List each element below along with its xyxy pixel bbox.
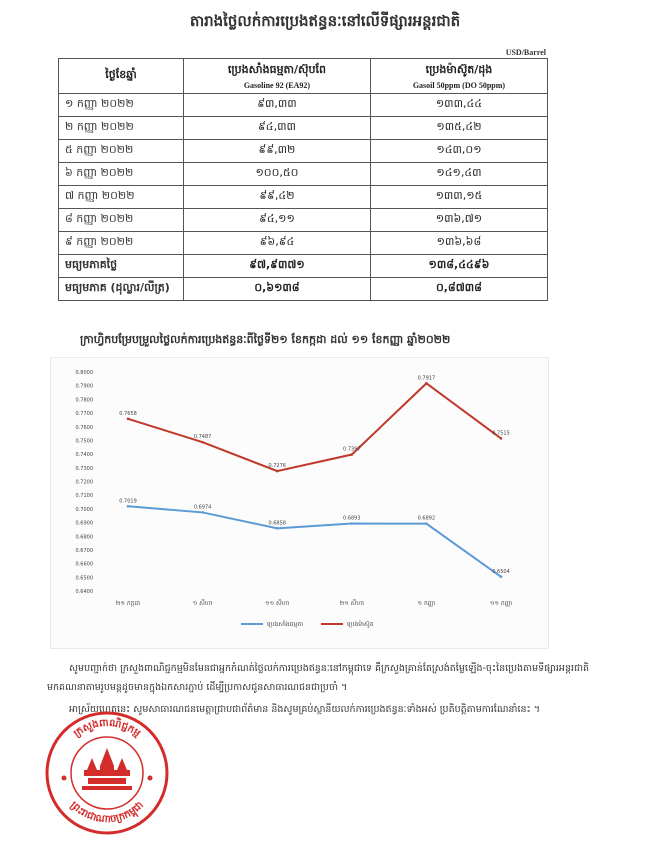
- x-tick-label: ២១ កក្កដា: [115, 600, 141, 607]
- row-gasoline: ៩៤,៣៣: [184, 117, 371, 140]
- row-diesel: ១៤៣,០១: [370, 140, 547, 163]
- table-row: [59, 117, 548, 140]
- data-point: [351, 453, 354, 456]
- table-row: [59, 140, 548, 163]
- y-tick-label: 0.7900: [75, 383, 93, 390]
- series-line-1: [128, 383, 501, 471]
- chart-title: ក្រាហ្វិកបម្រែបម្រួលថ្លៃលក់ការប្រេងឥន្ធនៈពីថ្ងៃទី២១ ខែកក្កដា ដល់ ១១ ខែកញ្ញា ឆ្នាំ២០២២: [80, 333, 451, 346]
- per-litre-gasoline: ០,៦១៣៨: [184, 278, 371, 301]
- row-date: ៦ កញ្ញា ២០២២: [59, 163, 184, 186]
- average-diesel: ១៣៨,៤៤៩៦: [370, 255, 547, 278]
- y-tick-label: 0.7000: [75, 506, 93, 513]
- row-date: ១ កញ្ញា ២០២២: [59, 94, 184, 117]
- data-label: 0.7019: [119, 498, 137, 505]
- average-row: [59, 255, 548, 278]
- data-label: 0.7515: [492, 430, 510, 437]
- y-tick-label: 0.7300: [75, 465, 93, 472]
- row-diesel: ១៤១,៤៣: [370, 163, 547, 186]
- data-point: [276, 470, 279, 473]
- y-tick-label: 0.7600: [75, 424, 93, 431]
- data-point: [127, 418, 130, 421]
- data-label: 0.7276: [268, 463, 286, 470]
- row-gasoline: ៩៩,៣២: [184, 140, 371, 163]
- ministry-seal: [42, 708, 172, 838]
- unit-label: USD/Barrel: [505, 48, 546, 57]
- angkor-temple-icon: [82, 748, 132, 790]
- seal-top-text: ក្រសួងពាណិជ្ជកម្ម: [71, 717, 143, 740]
- x-tick-label: ១១ សីហា: [265, 600, 290, 607]
- data-label: 0.6892: [417, 515, 436, 522]
- per-litre-diesel: ០,៨៧៣៨: [370, 278, 547, 301]
- data-point: [127, 505, 130, 508]
- per-litre-label: មធ្យមភាគ (ដុល្លារ/លីត្រ): [59, 278, 184, 301]
- page-title: តារាងថ្លៃលក់ការប្រេងឥន្ធនៈនៅលើទីផ្សារអន្តរជាតិ: [189, 12, 461, 30]
- y-tick-label: 0.7700: [75, 411, 93, 418]
- table-row: [59, 186, 548, 209]
- header-gasoline-sub: Gasoline 92 (EA92): [243, 80, 311, 90]
- row-gasoline: ៩៦,៩៤: [184, 232, 371, 255]
- data-point: [351, 522, 354, 525]
- y-tick-label: 0.6400: [75, 589, 93, 595]
- chart-canvas: [51, 358, 548, 648]
- data-label: 0.7658: [119, 410, 137, 417]
- row-date: ២ កញ្ញា ២០២២: [59, 117, 184, 140]
- row-gasoline: ៩៤,១១: [184, 209, 371, 232]
- y-tick-label: 0.7400: [75, 452, 93, 459]
- instruction-paragraph: អាស្រ័យហេតុនេះ សូមសាធារណជនមេត្តាជ្រាបជាព័ត៌មាន និងសូមគ្រប់ស្ថានីយលក់ការប្រេងឥន្ធនៈទាំងអស់ ប្រតិបត្តិតាមការណែនាំនេះ ។: [69, 704, 540, 715]
- header-diesel: ប្រេងម៉ាស៊ូត/ដុង Gasoil 50ppm (DO 50ppm): [370, 59, 547, 94]
- table-row: [59, 163, 548, 186]
- average-label: មធ្យមភាគថ្លៃ: [59, 255, 184, 278]
- row-date: ៨ កញ្ញា ២០២២: [59, 209, 184, 232]
- data-label: 0.6893: [343, 515, 361, 522]
- table-row: [59, 94, 548, 117]
- data-point: [201, 511, 204, 514]
- note-paragraph: សូមបញ្ជាក់ថា ក្រសួងពាណិជ្ជកម្មមិនមែនជាអ្នកកំណត់ថ្លៃលក់ការប្រេងឥន្ធនៈនៅកម្ពុជាទេ គឺក្រសួងគ្រាន់តែស្រង់តម្លៃឡើង-ចុះនៃប្រេងតាមទីផ្សារអន្តរជាតិ មកគណនាតាមរូបមន្តដូចមានក្នុងឯកសារភ្ជាប់ ដើម្បីប្រកាសជូនសាធារណជនជាប្រចាំ ។: [47, 663, 590, 693]
- data-point: [425, 382, 428, 385]
- y-tick-label: 0.6600: [75, 561, 93, 568]
- table-row: [59, 232, 548, 255]
- data-point: [500, 437, 503, 440]
- y-tick-label: 0.6700: [75, 547, 93, 554]
- row-gasoline: ១០០,៥០: [184, 163, 371, 186]
- y-tick-label: 0.6900: [75, 520, 93, 527]
- header-gasoline: ប្រេងសាំងធម្មតា/ស៊ុបពែ Gasoline 92 (EA92): [184, 59, 371, 94]
- data-label: 0.7397: [343, 446, 361, 453]
- per-litre-row: [59, 278, 548, 301]
- y-tick-label: 0.7200: [75, 479, 93, 486]
- row-gasoline: ៩៩,៤២: [184, 186, 371, 209]
- legend-label: ប្រេងម៉ាស៊ូត: [347, 621, 374, 628]
- row-diesel: ១៣៦,៧១: [370, 209, 547, 232]
- x-tick-label: ១ កញ្ញា: [417, 600, 436, 607]
- header-diesel-sub: Gasoil 50ppm (DO 50ppm): [412, 80, 506, 90]
- x-tick-label: ១ សីហា: [192, 600, 213, 607]
- row-diesel: ១៣៣,៤៤: [370, 94, 547, 117]
- data-point: [276, 527, 279, 530]
- header-date: ថ្ងៃខែឆ្នាំ: [59, 59, 184, 94]
- seal-bottom-text: ព្រះរាជាណាចក្រកម្ពុជា: [67, 799, 146, 826]
- row-date: ៥ កញ្ញា ២០២២: [59, 140, 184, 163]
- y-tick-label: 0.8000: [75, 370, 93, 376]
- data-point: [500, 575, 503, 578]
- x-tick-label: ១១ កញ្ញា: [489, 600, 513, 607]
- data-label: 0.7917: [417, 375, 436, 382]
- row-diesel: ១៣៥,៤២: [370, 117, 547, 140]
- row-date: ៧ កញ្ញា ២០២២: [59, 186, 184, 209]
- y-tick-label: 0.6500: [75, 575, 93, 582]
- y-tick-label: 0.7800: [75, 397, 93, 404]
- y-tick-label: 0.7100: [75, 493, 93, 500]
- table-header-row: [59, 59, 548, 94]
- legend-label: ប្រេងសាំងធម្មតា: [267, 621, 304, 628]
- row-diesel: ១៣៣,១៥: [370, 186, 547, 209]
- data-label: 0.6974: [193, 504, 212, 511]
- data-label: 0.6504: [492, 568, 510, 575]
- x-tick-label: ២១ សីហា: [339, 600, 364, 607]
- table-row: [59, 209, 548, 232]
- row-diesel: ១៣៦,៦៨: [370, 232, 547, 255]
- y-tick-label: 0.7500: [75, 438, 93, 445]
- y-tick-label: 0.6800: [75, 534, 93, 541]
- data-label: 0.7487: [193, 434, 212, 441]
- data-point: [425, 522, 428, 525]
- data-label: 0.6858: [268, 520, 286, 527]
- row-date: ៩ កញ្ញា ២០២២: [59, 232, 184, 255]
- data-point: [201, 441, 204, 444]
- row-gasoline: ៩៣,៣៣: [184, 94, 371, 117]
- series-line-0: [128, 506, 501, 576]
- average-gasoline: ៩៧,៩៣៧១: [184, 255, 371, 278]
- price-chart: [50, 357, 549, 649]
- price-table: [58, 58, 548, 301]
